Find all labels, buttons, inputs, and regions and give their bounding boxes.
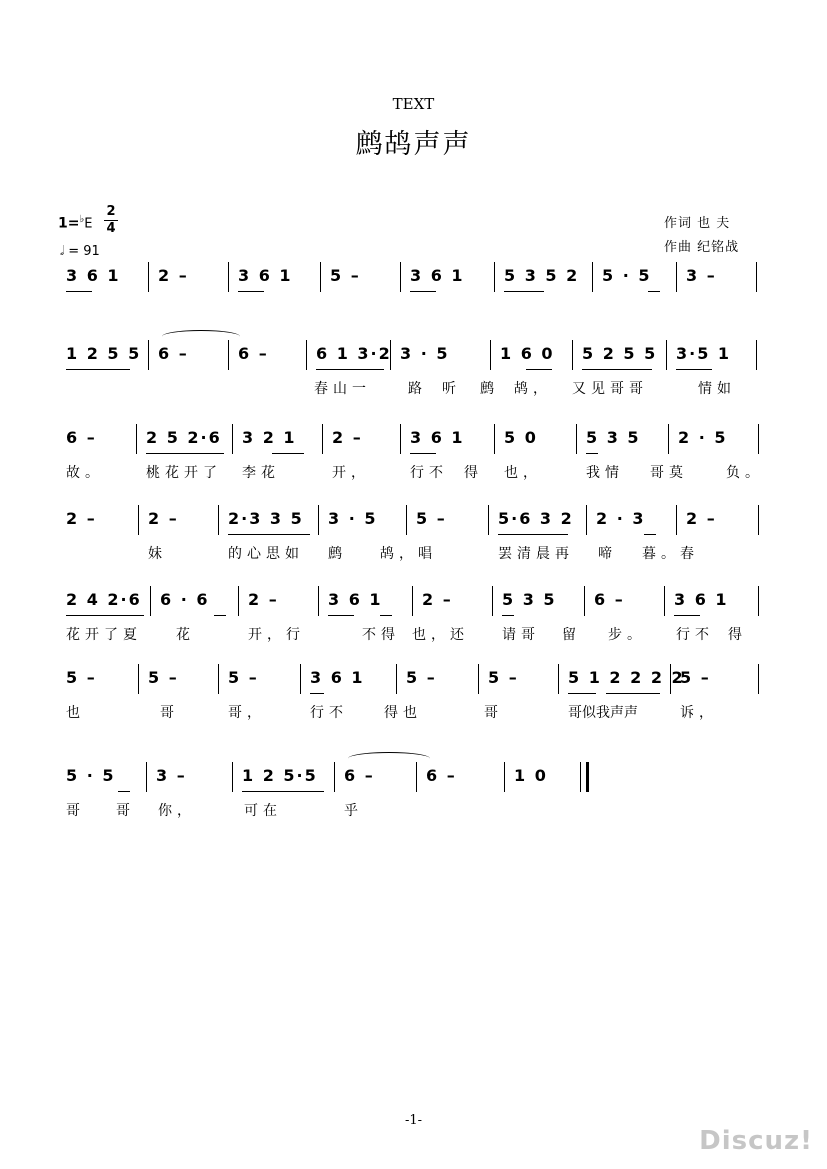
lyric: 你， <box>158 803 196 819</box>
lyric: 得 <box>728 627 747 643</box>
measure: 6 – <box>594 590 625 609</box>
measure: 1 6 0 <box>500 344 555 363</box>
lyric: 情如 <box>698 381 736 397</box>
lyric: 开，行 <box>248 627 305 643</box>
lyric: 得也 <box>384 705 422 721</box>
lyric: 春山一 <box>314 381 371 397</box>
composer-credit: 作曲 纪铭战 <box>664 240 740 255</box>
lyric: 鹧 <box>328 546 347 562</box>
measure: 5·6 3 2 <box>498 509 574 528</box>
measure: 5 2 5 5 <box>582 344 658 363</box>
lyric: 花 <box>176 627 195 643</box>
measure: 5 3 5 <box>502 590 557 609</box>
measure: 1 2 5·5 <box>242 766 318 785</box>
lyric: 路 <box>408 381 427 397</box>
lyric: 开， <box>332 465 370 481</box>
lyric: 哥， <box>228 705 266 721</box>
lyric: 桃花开了 <box>146 465 222 481</box>
key-prefix: 1= <box>58 215 80 232</box>
lyric: 步。 <box>608 627 646 643</box>
measure: 5 – <box>330 266 361 285</box>
lyric: 得 <box>464 465 483 481</box>
measure: 5 · 5 <box>66 766 116 785</box>
lyric: 的心思如 <box>228 546 304 562</box>
tempo-marking: 𝅗𝅥 = 91 <box>60 244 100 259</box>
measure: 2 5 2·6 <box>146 428 222 447</box>
lyric: 诉， <box>680 705 718 721</box>
measure: 2 – <box>332 428 363 447</box>
measure: 1 2 5 5 <box>66 344 142 363</box>
lyric: 哥莫 <box>650 465 688 481</box>
key-signature <box>58 214 92 232</box>
measure: 5 – <box>228 668 259 687</box>
lyric: 也 <box>66 705 85 721</box>
measure: 2 · 5 <box>678 428 728 447</box>
time-signature <box>104 205 118 236</box>
lyric: 啼 <box>598 546 617 562</box>
measure: 6 – <box>344 766 375 785</box>
lyric: 花开了夏 <box>66 627 142 643</box>
measure: 5 – <box>66 668 97 687</box>
measure: 3 2 1 <box>242 428 297 447</box>
measure: 3 – <box>156 766 187 785</box>
lyric: 行不 <box>410 465 448 481</box>
measure: 3 6 1 <box>310 668 365 687</box>
measure: 2·3 3 5 <box>228 509 304 528</box>
measure: 5 – <box>488 668 519 687</box>
measure: 5 – <box>680 668 711 687</box>
measure: 5 0 <box>504 428 538 447</box>
measure: 6 · 6 <box>160 590 210 609</box>
measure: 5 – <box>416 509 447 528</box>
lyric: 也， <box>504 465 542 481</box>
lyric: 我情 <box>586 465 624 481</box>
measure: 3 6 1 <box>674 590 729 609</box>
meter-top: 2 <box>106 204 116 219</box>
lyric: 可在 <box>244 803 282 819</box>
measure: 3 6 1 <box>328 590 383 609</box>
lyric: 行不 <box>310 705 348 721</box>
lyric: 行不 <box>676 627 714 643</box>
song-title: 鹧鸪声声 <box>355 129 472 160</box>
measure: 2 · 3 <box>596 509 646 528</box>
lyric: 乎 <box>344 803 363 819</box>
measure: 6 – <box>66 428 97 447</box>
lyric: 不得 <box>362 627 400 643</box>
measure: 3 6 1 <box>66 266 121 285</box>
measure: 2 – <box>248 590 279 609</box>
measure: 2 – <box>148 509 179 528</box>
lyric: 李花 <box>242 465 280 481</box>
measure: 2 – <box>66 509 97 528</box>
lyric: 听 <box>442 381 461 397</box>
measure: 6 1 3·2 <box>316 344 392 363</box>
lyric: 鸪，唱 <box>380 546 437 562</box>
lyric: 妹 <box>148 546 167 562</box>
lyric: 也，还 <box>412 627 469 643</box>
measure: 2 – <box>158 266 189 285</box>
lyricist-credit: 作词 也 夫 <box>664 216 731 231</box>
lyric: 哥 <box>116 803 135 819</box>
lyric: 鸪， <box>514 381 552 397</box>
lyric: 罢清晨再 <box>498 546 574 562</box>
measure: 6 – <box>238 344 269 363</box>
lyric: 又见哥哥 <box>572 381 648 397</box>
measure: 3 · 5 <box>400 344 450 363</box>
measure: 3 6 1 <box>410 428 465 447</box>
lyric: 留 <box>562 627 581 643</box>
watermark: Discuz! <box>699 1126 813 1156</box>
measure: 5 3 5 2 <box>504 266 580 285</box>
key-name: E <box>84 216 93 232</box>
measure: 5 3 5 <box>586 428 641 447</box>
lyric: 故。 <box>66 465 104 481</box>
lyric: 哥 <box>484 705 503 721</box>
lyric: 哥 <box>160 705 179 721</box>
measure: 6 – <box>426 766 457 785</box>
measure: 1 0 <box>514 766 548 785</box>
lyric: 鹧 <box>480 381 499 397</box>
measure: 3 · 5 <box>328 509 378 528</box>
subtitle: TEXT <box>392 95 435 113</box>
measure: 5 · 5 <box>602 266 652 285</box>
lyric: 负。 <box>726 465 764 481</box>
measure: 3·5 1 <box>676 344 732 363</box>
measure: 2 – <box>686 509 717 528</box>
measure: 3 – <box>686 266 717 285</box>
measure: 2 – <box>422 590 453 609</box>
meter-bottom: 4 <box>106 221 116 236</box>
measure: 5 1 2 2 2 2 <box>568 668 685 687</box>
lyric: 暮。春 <box>642 546 699 562</box>
flat-icon: ♭ <box>79 214 85 225</box>
measure: 6 – <box>158 344 189 363</box>
measure: 3 6 1 <box>410 266 465 285</box>
lyric: 哥 <box>66 803 85 819</box>
lyric: 哥似我声声 <box>568 705 638 721</box>
lyric: 请哥 <box>502 627 540 643</box>
measure: 2 4 2·6 <box>66 590 142 609</box>
measure: 3 6 1 <box>238 266 293 285</box>
measure: 5 – <box>148 668 179 687</box>
page-number: -1- <box>404 1113 423 1128</box>
measure: 5 – <box>406 668 437 687</box>
